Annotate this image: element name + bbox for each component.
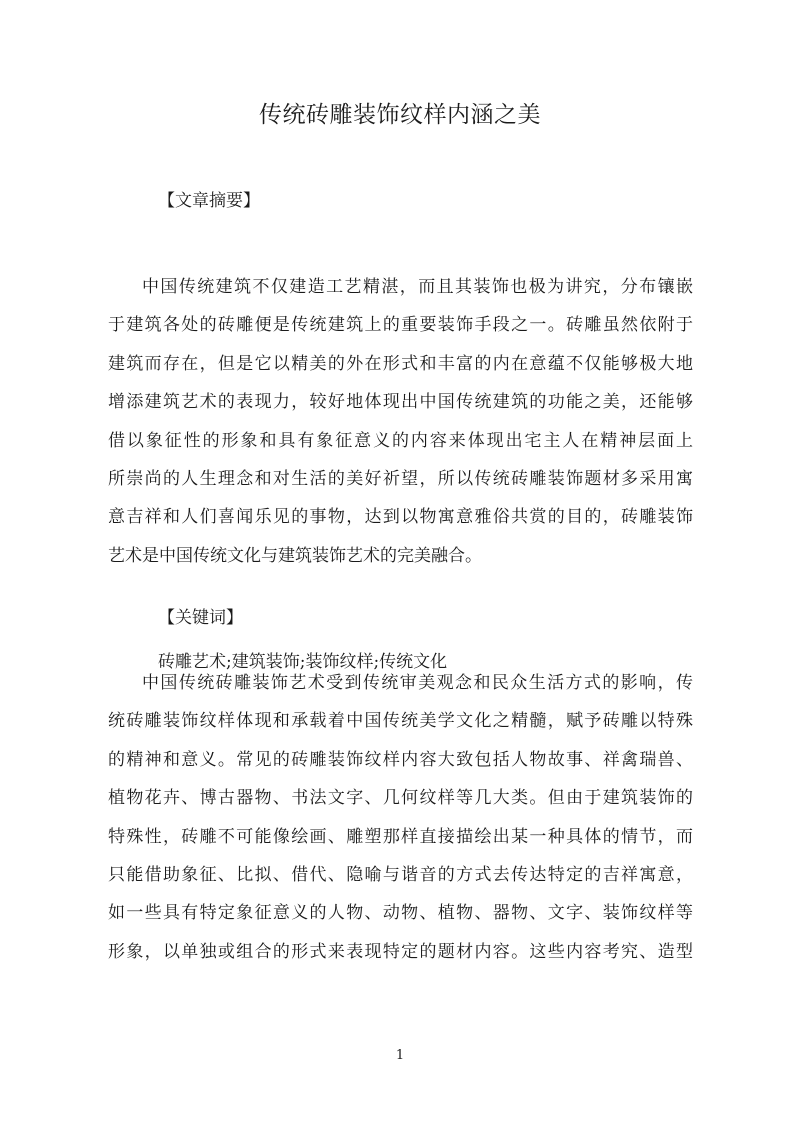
abstract-line: 意吉祥和人们喜闻乐见的事物，达到以物寓意雅俗共赏的目的，砖雕装饰 [108,507,693,528]
body-paragraph [108,664,693,971]
abstract-line: 于建筑各处的砖雕便是传统建筑上的重要装饰手段之一。砖雕虽然依附于 [108,315,693,336]
body-line: 只能借助象征、比拟、借代、隐喻与谐音的方式去传达特定的吉祥寓意， [108,864,693,885]
body-line: 统砖雕装饰纹样体现和承载着中国传统美学文化之精髓，赋予砖雕以特殊 [108,711,693,732]
abstract-line: 中国传统建筑不仅建造工艺精湛，而且其装饰也极为讲究，分布镶嵌 [142,277,693,297]
body-line: 植物花卉、博古器物、书法文字、几何纹样等几大类。但由于建筑装饰的 [108,788,693,809]
document-title: 传统砖雕装饰纹样内涵之美 [259,102,541,128]
keywords-list: 砖雕艺术;建筑装饰;装饰纹样;传统文化 [158,652,448,672]
body-line: 特殊性，砖雕不可能像绘画、雕塑那样直接描绘出某一种具体的情节，而 [108,826,693,847]
page-number: 1 [395,1048,405,1063]
abstract-line: 所崇尚的人生理念和对生活的美好祈望，所以传统砖雕装饰题材多采用寓 [108,468,693,489]
abstract-line: 增添建筑艺术的表现力，较好地体现出中国传统建筑的功能之美，还能够 [108,392,693,413]
abstract-line: 艺术是中国传统文化与建筑装饰艺术的完美融合。 [108,545,482,566]
abstract-heading: 【文章摘要】 [158,191,260,211]
body-line: 中国传统砖雕装饰艺术受到传统审美观念和民众生活方式的影响，传 [142,673,693,693]
abstract-line: 借以象征性的形象和具有象征意义的内容来体现出宅主人在精神层面上 [108,430,693,451]
body-line: 的精神和意义。常见的砖雕装饰纹样内容大致包括人物故事、祥禽瑞兽、 [108,749,693,770]
abstract-paragraph [108,268,693,575]
body-line: 形象，以单独或组合的形式来表现特定的题材内容。这些内容考究、造型 [108,941,693,962]
keywords-heading: 【关键词】 [158,608,243,628]
abstract-line: 建筑而存在，但是它以精美的外在形式和丰富的内在意蕴不仅能够极大地 [108,353,693,374]
body-line: 如一些具有特定象征意义的人物、动物、植物、器物、文字、装饰纹样等 [108,903,693,924]
